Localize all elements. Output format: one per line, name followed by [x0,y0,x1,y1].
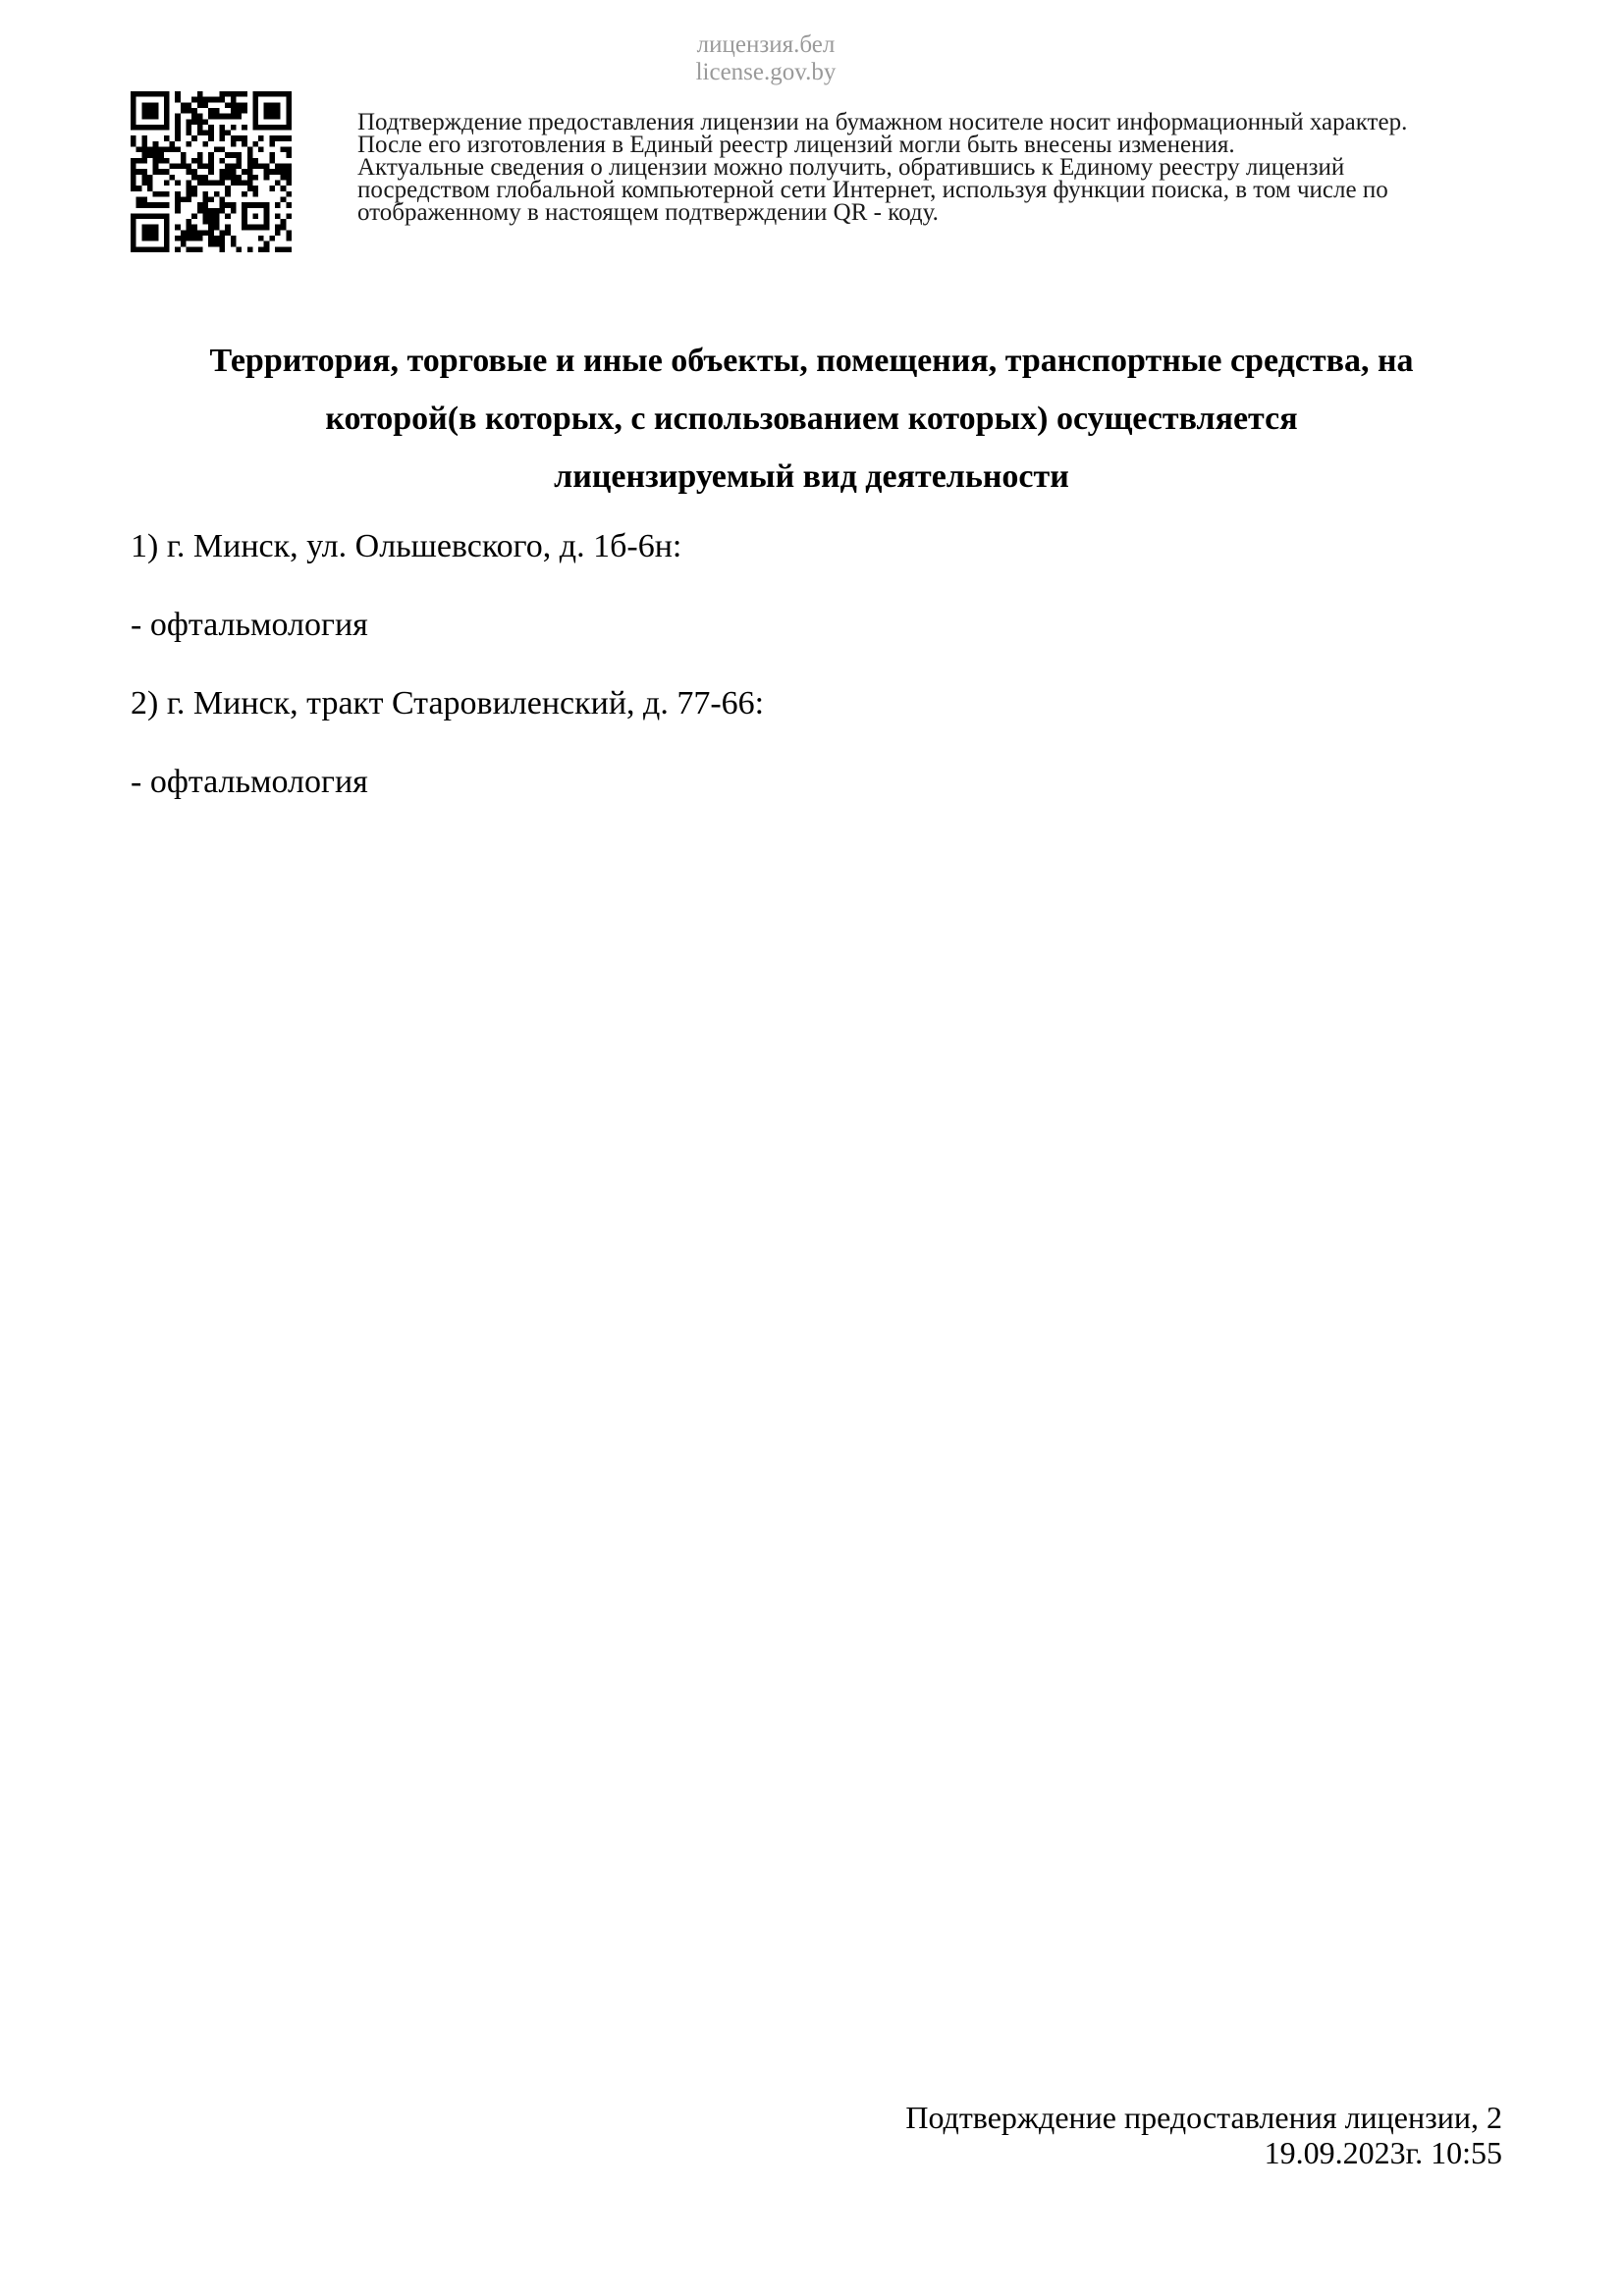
disclaimer-line: Актуальные сведения о лицензии можно получить, обратившись к Единому реестру лицензий [357,154,1345,181]
qr-code-icon [131,91,292,252]
address-entry-2: 2) г. Минск, тракт Старовиленский, д. 77-66: [131,685,765,721]
site-url-latin: license.gov.by [695,59,837,85]
address-entry-1: 1) г. Минск, ул. Ольшевского, д. 1б-6н: [131,528,682,564]
address-list [131,527,1407,841]
footer-timestamp: 19.09.2023г. 10:55 [1264,2135,1502,2170]
disclaimer-line: Подтверждение предоставления лицензии на бумажном носителе носит информационный характер. [357,109,1408,135]
site-urls [589,31,943,86]
heading-line: лицензируемый вид деятельности [554,458,1069,495]
disclaimer-line: отображенному в настоящем подтверждении QR - коду. [357,199,939,226]
disclaimer-line: посредством глобальной компьютерной сети Интернет, используя функции поиска, в том числе по [357,177,1388,203]
disclaimer [357,111,1555,224]
disclaimer-line: После его изготовления в Единый реестр лицензий могли быть внесены изменения. [357,132,1235,158]
section-heading [98,332,1525,506]
activity-entry-2: - офтальмология [131,764,368,800]
site-url-cyrillic: лицензия.бел [696,31,836,58]
footer-document-label: Подтверждение предоставления лицензии, 2 [905,2100,1502,2135]
heading-line: которой(в которых, с использованием которых) осуществляется [325,400,1298,437]
activity-entry-1: - офтальмология [131,607,368,643]
heading-line: Территория, торговые и иные объекты, помещения, транспортные средства, на [209,343,1414,379]
footer [687,2100,1502,2170]
